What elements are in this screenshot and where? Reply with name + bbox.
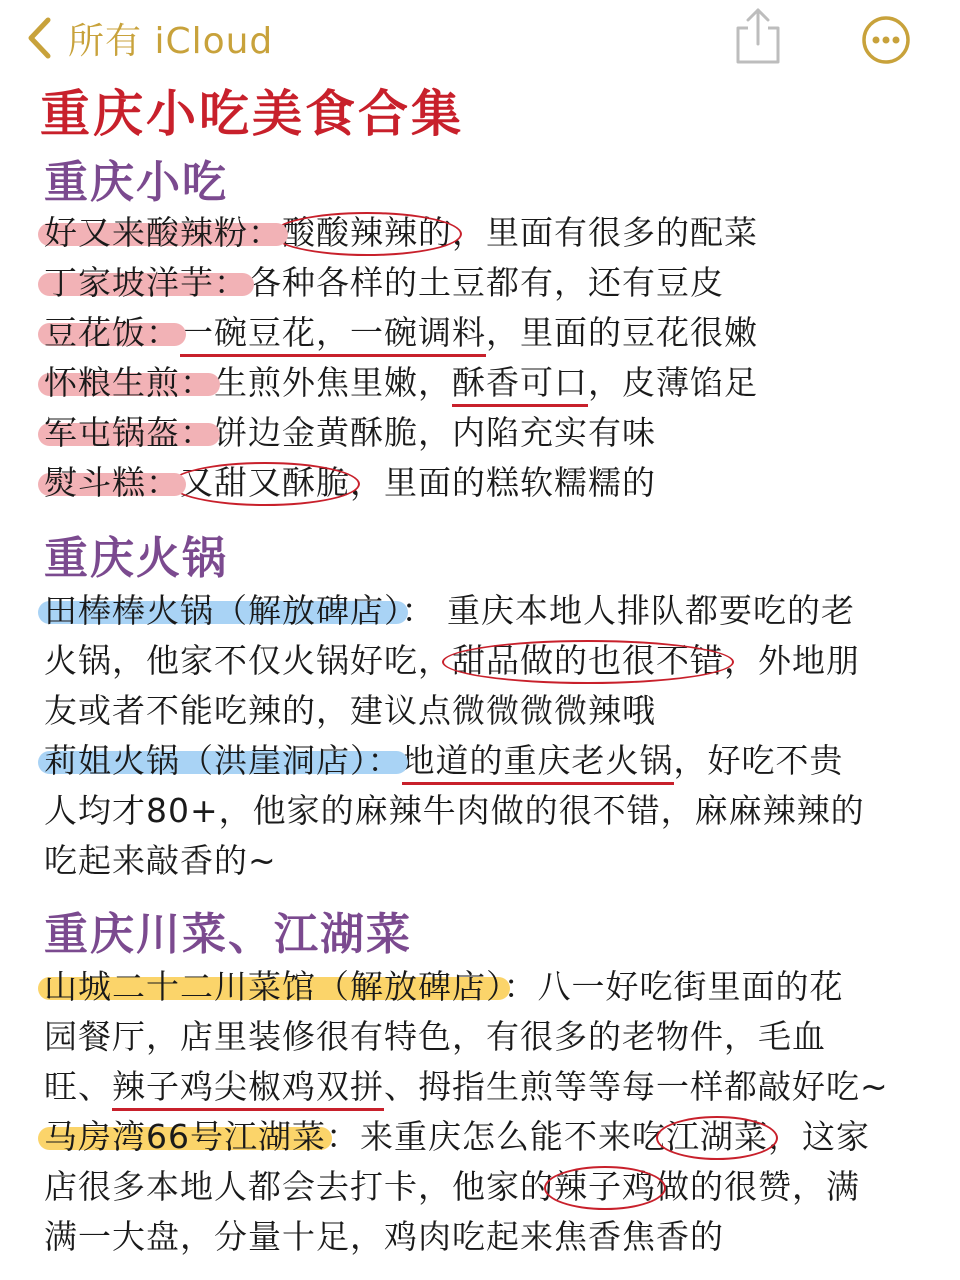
line-text: ：来重庆怎么能不来吃 bbox=[326, 1117, 666, 1156]
more-button[interactable] bbox=[860, 14, 912, 66]
shop-name-highlight: 怀粮生煎： bbox=[44, 363, 214, 402]
share-button[interactable] bbox=[734, 6, 782, 66]
underlined-text: 酥香可口 bbox=[452, 363, 588, 407]
line-text: 满一大盘，分量十足，鸡肉吃起来焦香焦香的 bbox=[44, 1217, 724, 1256]
back-button[interactable] bbox=[26, 10, 273, 66]
text-line bbox=[44, 408, 656, 458]
line-text: ： 重庆本地人排队都要吃的老 bbox=[401, 591, 855, 630]
text-line bbox=[44, 836, 277, 886]
line-text: 做的很赞，满 bbox=[656, 1167, 860, 1206]
text-line bbox=[44, 736, 844, 786]
text-line bbox=[44, 636, 860, 686]
text-line bbox=[44, 1212, 724, 1262]
underlined-text: 辣子鸡尖椒鸡双拼 bbox=[112, 1067, 384, 1111]
line-text: 吃起来敲香的~ bbox=[44, 841, 277, 880]
shop-name-highlight: 军屯锅盔： bbox=[44, 413, 214, 452]
section-heading-hotpot: 重庆火锅 bbox=[44, 533, 228, 584]
share-icon bbox=[734, 6, 782, 66]
back-label: 所有 iCloud bbox=[68, 20, 274, 62]
text-line bbox=[44, 962, 844, 1012]
circled-text: 辣子鸡 bbox=[554, 1162, 656, 1212]
top-bar bbox=[0, 0, 960, 78]
line-text: ，好吃不贵 bbox=[673, 741, 844, 780]
note-title: 重庆小吃美食合集 bbox=[40, 85, 464, 143]
line-text: 人均才80+，他家的麻辣牛肉做的很不错，麻麻辣辣的 bbox=[44, 791, 865, 830]
text-line bbox=[44, 1162, 860, 1212]
line-text: 生煎外焦里嫩， bbox=[214, 363, 452, 402]
text-line bbox=[44, 1012, 826, 1062]
shop-name-highlight: 马房湾66号江湖菜 bbox=[44, 1117, 326, 1156]
line-text: 友或者不能吃辣的，建议点微微微微辣哦 bbox=[44, 691, 656, 730]
circled-text: 江湖菜 bbox=[666, 1112, 768, 1162]
underlined-text: 一碗豆花，一碗调料 bbox=[180, 313, 486, 357]
shop-name-highlight: 莉姐火锅（洪崖洞店）： bbox=[44, 741, 402, 780]
shop-name-highlight: 丁家坡洋芋： bbox=[44, 263, 248, 302]
text-line bbox=[44, 1112, 870, 1162]
text-line bbox=[44, 1062, 889, 1112]
line-text: ，这家 bbox=[768, 1117, 870, 1156]
line-text: ，里面的豆花很嫩 bbox=[486, 313, 758, 352]
shop-name-highlight: 好又来酸辣粉： bbox=[44, 213, 282, 252]
line-text: 旺、 bbox=[44, 1067, 112, 1106]
line-text: ，里面的糕软糯糯的 bbox=[350, 463, 656, 502]
text-line bbox=[44, 358, 758, 408]
line-text: 饼边金黄酥脆，内陷充实有味 bbox=[214, 413, 656, 452]
text-line bbox=[44, 786, 865, 836]
line-text: 各种各样的土豆都有，还有豆皮 bbox=[248, 263, 724, 302]
line-text: ，皮薄馅足 bbox=[588, 363, 758, 402]
text-line bbox=[44, 586, 855, 636]
circled-text: 酸酸辣辣的 bbox=[282, 208, 452, 258]
shop-name-highlight: 山城二十二川菜馆（解放碑店） bbox=[44, 967, 504, 1006]
shop-name-highlight: 熨斗糕： bbox=[44, 463, 180, 502]
circled-text: 甜品做的也很不错 bbox=[452, 636, 724, 686]
line-text: ：八一好吃街里面的花 bbox=[503, 967, 844, 1006]
line-text: 、拇指生煎等等每一样都敲好吃~ bbox=[384, 1067, 889, 1106]
text-line bbox=[44, 458, 656, 508]
line-text: 火锅，他家不仅火锅好吃， bbox=[44, 641, 452, 680]
line-text: 店很多本地人都会去打卡，他家的 bbox=[44, 1167, 554, 1206]
shop-name-highlight: 豆花饭： bbox=[44, 313, 180, 352]
line-text: ，里面有很多的配菜 bbox=[452, 213, 758, 252]
text-line bbox=[44, 308, 758, 358]
underlined-text: 地道的重庆老火锅 bbox=[402, 741, 674, 785]
text-line bbox=[44, 258, 724, 308]
section-heading-snacks: 重庆小吃 bbox=[44, 157, 228, 208]
text-line bbox=[44, 686, 656, 736]
shop-name-highlight: 田棒棒火锅（解放碑店） bbox=[44, 591, 402, 630]
section-heading-sichuan: 重庆川菜、江湖菜 bbox=[44, 909, 412, 960]
line-text: 园餐厅，店里装修很有特色，有很多的老物件，毛血 bbox=[44, 1017, 826, 1056]
more-icon bbox=[860, 14, 912, 66]
circled-text: 又甜又酥脆 bbox=[180, 458, 350, 508]
line-text: ，外地朋 bbox=[724, 641, 860, 680]
text-line bbox=[44, 208, 758, 258]
chevron-left-icon bbox=[26, 16, 52, 60]
